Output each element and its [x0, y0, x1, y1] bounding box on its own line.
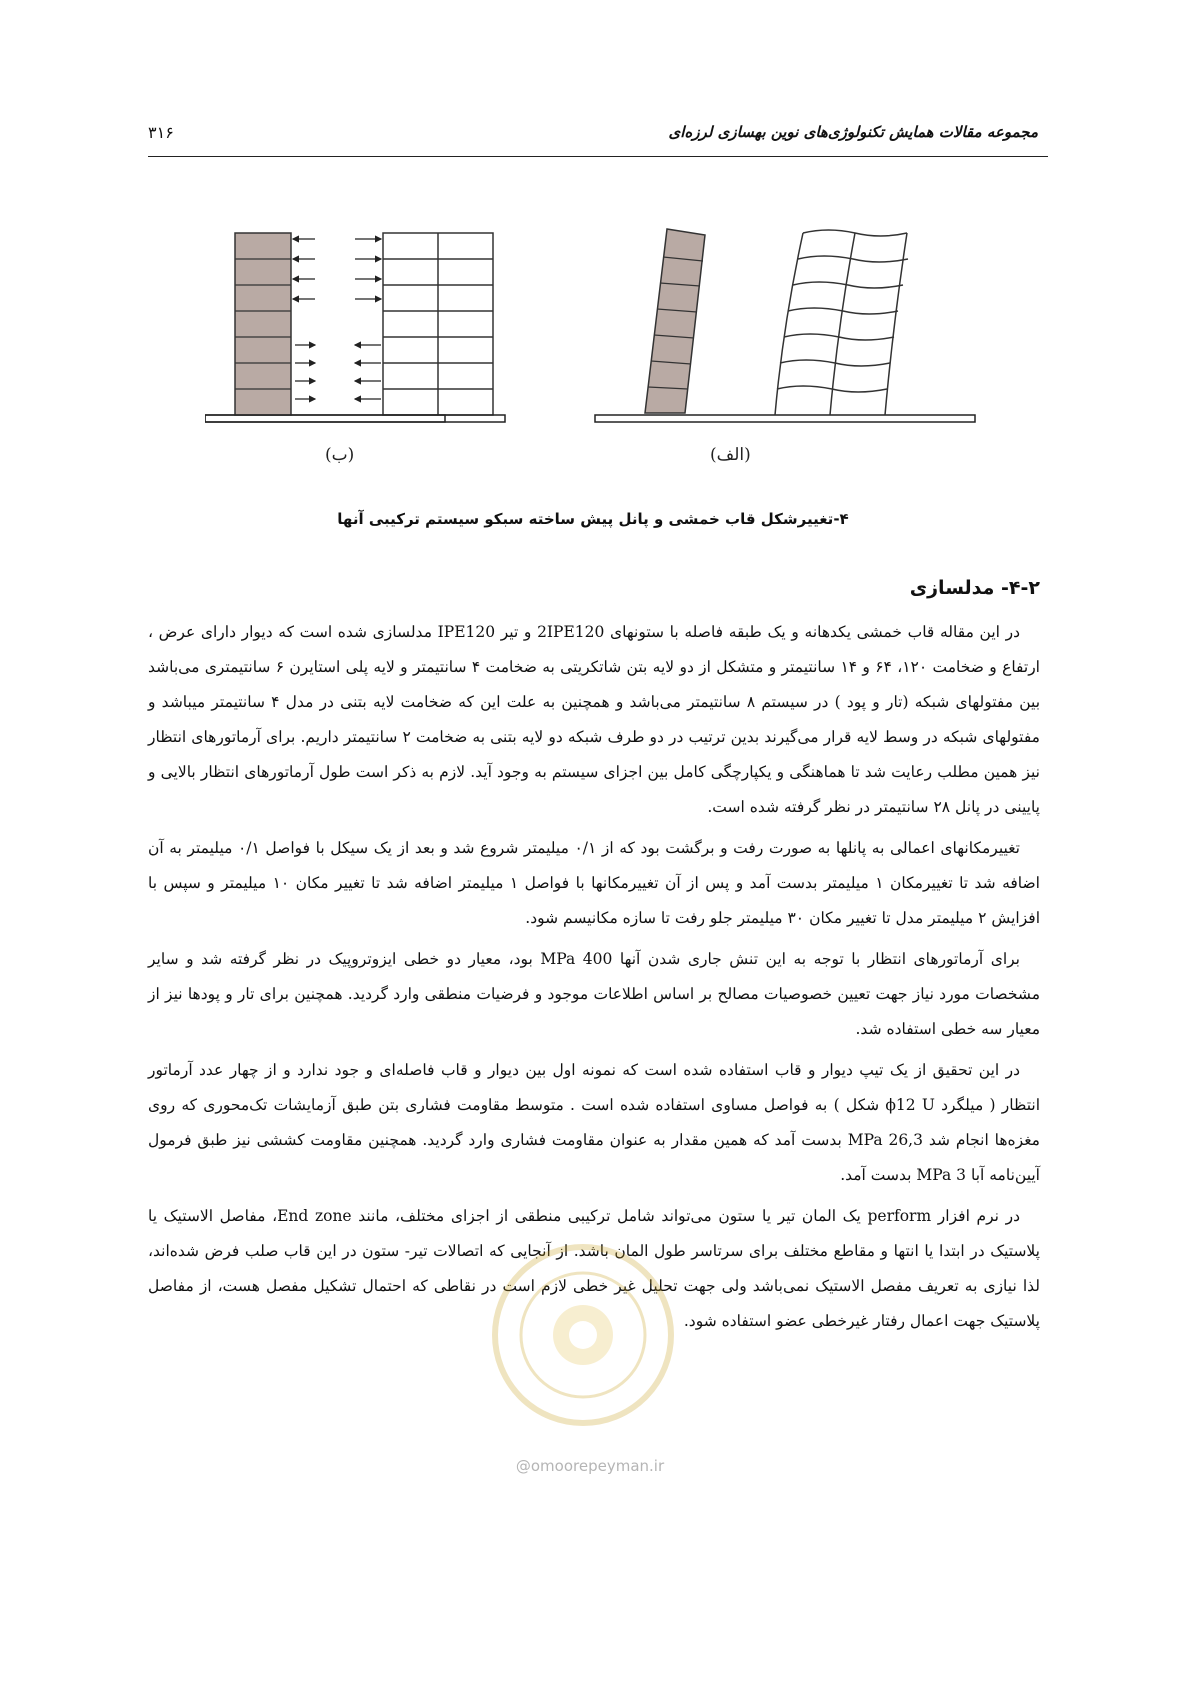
paragraph: تغییرمکانهای اعمالی به پانلها به صورت رفت و برگشت بود که از ۰/۱ میلیمتر شروع شد و بعد از یک سیکل با فواصل ۰/۱ میلیمتر به آن اضافه شد تا تغییرمکان ۱ میلیمتر بدست آمد و پس از آن تغییرمکانها با فواصل ۱ میلیمتر اضافه شد تا تغییر مکان ۱۰ میلیمتر و سپس با افزایش ۲ میلیمتر مدل تا تغییر مکان ۳۰ میلیمتر جلو رفت تا سازه مکانیسم شود. — [148, 839, 1040, 927]
panel-alef-drawing — [595, 229, 975, 422]
paragraph: در نرم افزار perform یک المان تیر یا ستون می‌تواند شامل ترکیبی منطقی از اجزای مختلف، مانند End zone، مفاصل الاستیک یا پلاستیک در ابتدا یا انتها و مقاطع مختلف برای سرتاسر طول المان باشد. از آنجایی که اتصالات تیر- ستون در این قاب صلب فرض شده‌اند، لذا نیازی به تعریف مفصل الاستیک نمی‌باشد ولی جهت تحلیل غیر خطی لازم است در نقاطی که احتمال تشکیل مفصل هست، از مفاصل پلاستیک جهت اعمال رفتار غیرخطی عضو استفاده شود. — [148, 1207, 1040, 1330]
panel-b-drawing — [205, 233, 505, 422]
deformation-figure — [205, 225, 985, 500]
header-divider — [148, 156, 1048, 157]
journal-title: مجموعه مقالات همایش تکنولوژی‌های نوین بهسازی لرزه‌ای — [668, 123, 1038, 141]
figure-drawing — [205, 225, 985, 465]
page-header — [148, 123, 1038, 153]
paragraph: برای آرماتورهای انتظار با توجه به این تنش جاری شدن آنها 400 MPa بود، معیار دو خطی ایزوتروپیک در نظر گرفته شد و سایر مشخصات مورد نیاز جهت تعیین خصوصیات مصالح بر اساس اطلاعات موجود و فرضیات منطقی وارد گردید. همچنین برای تار و پودها نیز از معیار سه خطی استفاده شد. — [148, 950, 1040, 1038]
panel-label-alef: (الف) — [710, 445, 751, 465]
page-number: ۳۱۶ — [148, 123, 174, 142]
section-heading: ۴-۲- مدلسازی — [909, 577, 1040, 599]
watermark-seal-icon — [488, 1235, 678, 1435]
watermark-url: @omoorepeyman.ir — [515, 1457, 665, 1475]
panel-label-b: (ب) — [325, 445, 355, 465]
paragraph: در این مقاله قاب خمشی یکدهانه و یک طبقه فاصله با ستونهای 2IPE120 و تیر IPE120 مدلسازی شده است که دیوار دارای عرض ، ارتفاع و ضخامت ۱۲۰، ۶۴ و ۱۴ سانتیمتر و متشکل از دو لایه بتن شاتکریتی به ضخامت ۴ سانتیمتر و لایه پلی استایرن ۶ سانتیمتری می‌باشد بین مفتولهای شبکه (تار و پود ) در سیستم ۸ سانتیمتر می‌باشد و همچنین به علت این که ضخامت لایه بتنی در مدل ۴ سانتیمتر میباشد و مفتولهای شبکه در وسط لایه قرار می‌گیرند بدین ترتیب در دو طرف شبکه دو لایه بتنی به ضخامت ۲ سانتیمتر داریم. برای آرماتورهای انتظار نیز همین مطلب رعایت شد تا هماهنگی و یکپارچگی کامل بین اجزای سیستم به وجود آید. لازم به ذکر است طول آرماتورهای انتظار بالایی و پایینی در پانل ۲۸ سانتیمتر در نظر گرفته شده است. — [148, 623, 1041, 816]
figure-caption: ۴-تغییرشکل قاب خمشی و پانل پیش ساخته سبکو سیستم ترکیبی آنها — [337, 510, 849, 528]
paragraph: در این تحقیق از یک تیپ دیوار و قاب استفاده شده است که نمونه اول بین دیوار و قاب فاصله‌ای و جود ندارد و از چهار عدد آرماتور انتظار ( میلگرد ϕ12 U شکل ) به فواصل مساوی استفاده شده است . متوسط مقاومت فشاری بتن طبق آزمایشات تک‌محوری که روی مغزه‌ها انجام شد 26,3 MPa بدست آمد که همین مقدار به عنوان مقاومت فشاری وارد گردید. همچنین مقاومت کششی نیز طبق فرمول آیین‌نامه آبا 3 MPa بدست آمد. — [148, 1061, 1040, 1184]
